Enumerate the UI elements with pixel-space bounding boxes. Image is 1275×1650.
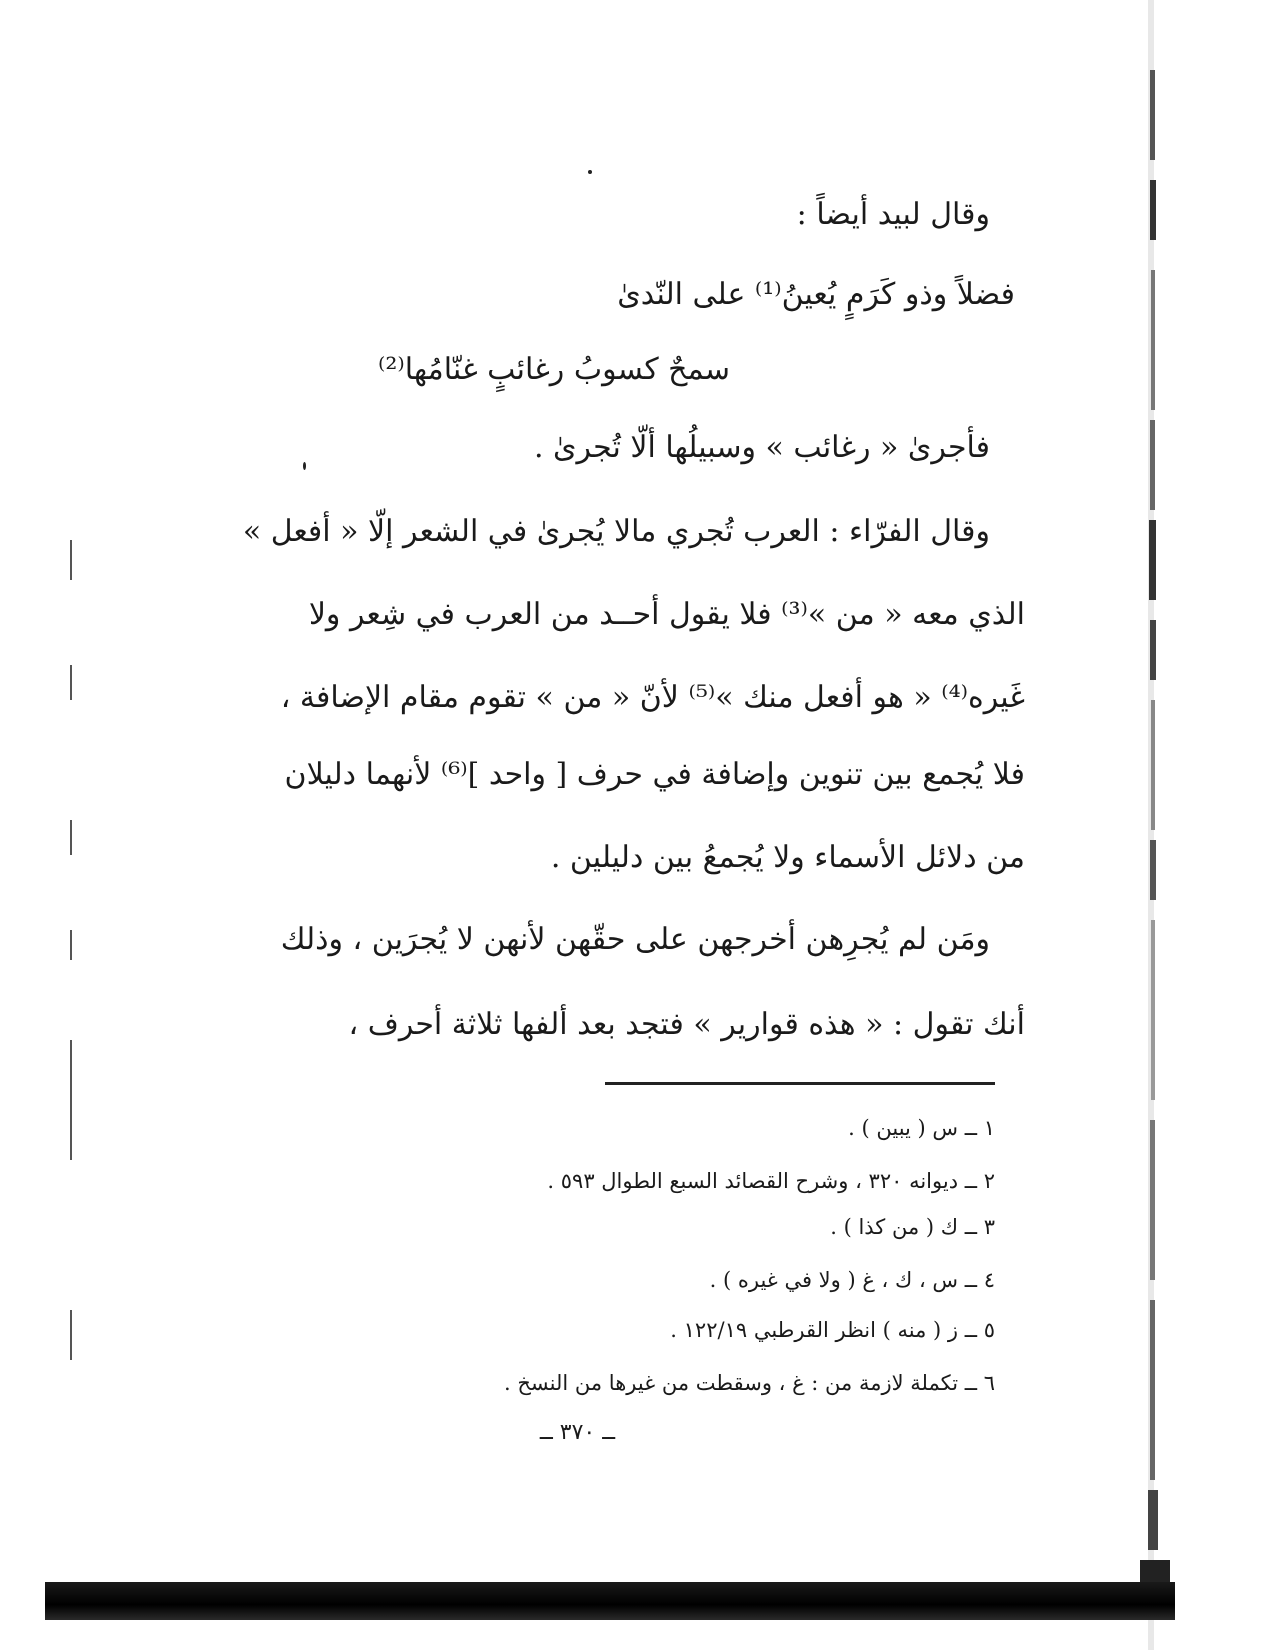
footnote-separator: [605, 1082, 995, 1085]
footnote-5: ٥ ــ ز ( منه ) انظر القرطبي ١٢٢/١٩ .: [670, 1318, 995, 1342]
margin-tick: [70, 820, 72, 855]
footnote-4: ٤ ــ س ، ك ، غ ( ولا في غيره ) .: [709, 1268, 995, 1292]
footnote-6: ٦ ــ تكملة لازمة من : غ ، وسقطت من غيرها من النسخ .: [504, 1371, 995, 1395]
margin-tick: [70, 1040, 72, 1160]
stray-mark: [588, 170, 592, 174]
body-line-10: ومَن لم يُجرِهن أخرجهن على حقّهن لأنهن لا يُجرَين ، وذلك: [280, 922, 990, 957]
body-line-8: فلا يُجمع بين تنوين وإضافة في حرف [ واحد ]⁽⁶⁾ لأنهما دليلان: [284, 757, 1025, 792]
margin-tick: [70, 930, 72, 960]
body-line-11: أنك تقول : « هذه قوارير » فتجد بعد ألفها ثلاثة أحرف ،: [348, 1007, 1025, 1042]
body-line-5: وقال الفرّاء : العرب تُجري مالا يُجرىٰ في الشعر إلّا « أفعل »: [242, 514, 990, 549]
verse-line-2: سمحٌ كسوبُ رغائبٍ غنّامُها⁽²⁾: [377, 352, 730, 387]
verse-line-1: فضلاً وذو كَرَمٍ يُعينُ⁽¹⁾ على النّدىٰ: [617, 277, 1015, 312]
footnote-1: ١ ــ س ( يبين ) .: [848, 1116, 995, 1140]
binding-edge-artifact: [1130, 0, 1180, 1650]
scan-bottom-edge: [45, 1582, 1175, 1620]
margin-tick: [70, 665, 72, 700]
stray-mark: [303, 462, 306, 470]
page-number: ــ ٣٧٠ ــ: [539, 1420, 616, 1445]
footnote-2: ٢ ــ ديوانه ٣٢٠ ، وشرح القصائد السبع الطوال ٥٩٣ .: [547, 1169, 995, 1193]
body-line-7: غَيره⁽⁴⁾ « هو أفعل منك »⁽⁵⁾ لأنّ « من » تقوم مقام الإضافة ،: [280, 680, 1025, 715]
margin-tick: [70, 1310, 72, 1360]
footnote-3: ٣ ــ ك ( من كذا ) .: [830, 1215, 995, 1239]
body-line-1: وقال لبيد أيضاً :: [796, 197, 990, 232]
body-line-9: من دلائل الأسماء ولا يُجمعُ بين دليلين .: [550, 840, 1025, 875]
body-line-6: الذي معه « من »⁽³⁾ فلا يقول أحــد من العرب في شِعر ولا: [308, 597, 1025, 632]
margin-tick: [70, 540, 72, 580]
body-line-4: فأجرىٰ « رغائب » وسبيلُها ألّا تُجرىٰ .: [533, 430, 990, 465]
